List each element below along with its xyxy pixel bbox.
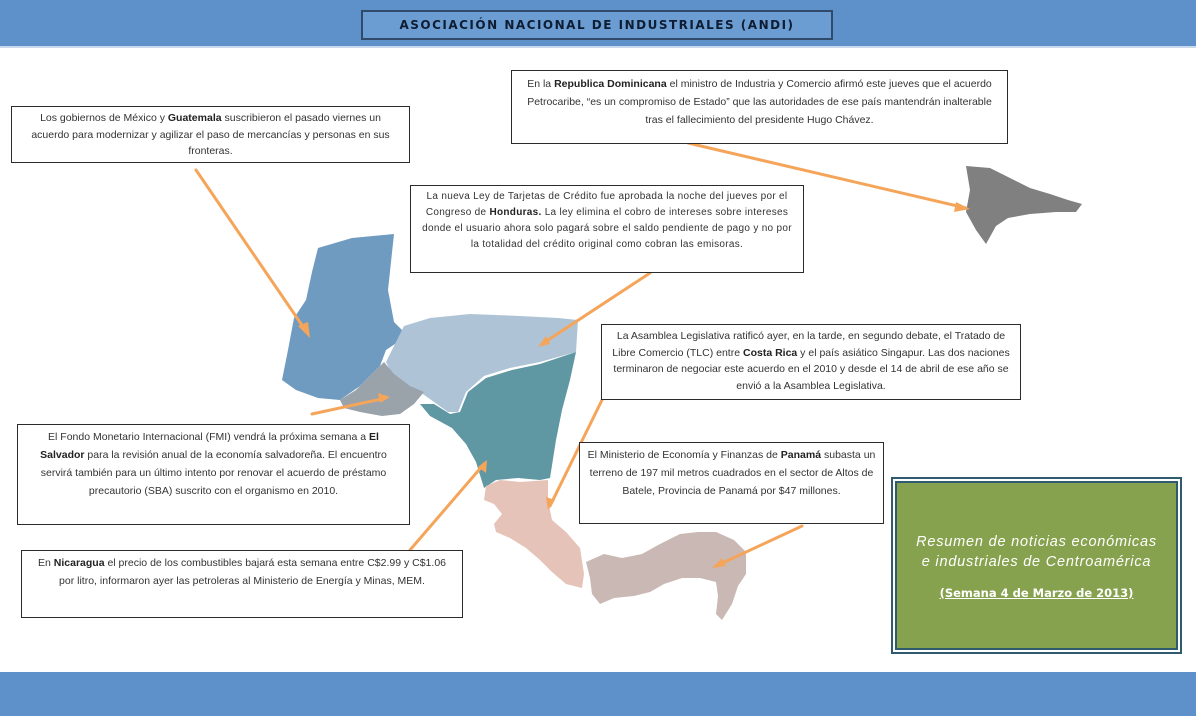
note-panama: El Ministerio de Economía y Finanzas de Panamá subasta un terreno de 197 mil metros cuadrados en el sector de Altos de Batele, Provincia de Panamá por $47 millones. bbox=[579, 442, 884, 524]
map-panama bbox=[586, 532, 746, 620]
note-nicaragua: En Nicaragua el precio de los combustibles bajará esta semana entre C$2.99 y C$1.06 por litro, informaron ayer las petroleras al Ministerio de Energía y Minas, MEM. bbox=[21, 550, 463, 618]
summary-panel bbox=[891, 477, 1182, 654]
map-costa-rica bbox=[484, 480, 584, 588]
note-mexico-guatemala: Los gobiernos de México y Guatemala suscribieron el pasado viernes un acuerdo para modernizar y agilizar el paso de mercancías y personas en sus fronteras. bbox=[11, 106, 410, 163]
map-republica-dominicana bbox=[966, 166, 1082, 244]
note-el-salvador: El Fondo Monetario Internacional (FMI) vendrá la próxima semana a El Salvador para la revisión anual de la economía salvadoreña. El encuentro servirá también para un último intento por renovar el acuerdo de préstamo precautorio (SBA) suscrito con el organismo en 2010. bbox=[17, 424, 410, 525]
arrow-guatemala bbox=[196, 170, 308, 334]
summary-title: Resumen de noticias económicas e industriales de Centroamérica bbox=[916, 533, 1157, 570]
header-title: ASOCIACIÓN NACIONAL DE INDUSTRIALES (ANDI) bbox=[361, 10, 833, 40]
summary-panel-inner bbox=[895, 481, 1178, 650]
note-costa-rica: La Asamblea Legislativa ratificó ayer, en la tarde, en segundo debate, el Tratado de Libre Comercio (TLC) entre Costa Rica y el país asiático Singapur. Las dos naciones terminaron de negociar este acuerdo en el 2010 y desde el 14 de abril de ese año se envió a la Asamblea Legislativa. bbox=[601, 324, 1021, 400]
note-honduras: La nueva Ley de Tarjetas de Crédito fue aprobada la noche del jueves por el Congreso de Honduras. La ley elimina el cobro de intereses sobre intereses donde el usuario ahora solo pagará sobre el saldo pendiente de pago y no por la totalidad del crédito original como cobran las emisoras. bbox=[410, 185, 804, 273]
note-dominicana: En la Republica Dominicana el ministro de Industria y Comercio afirmó este jueves que el acuerdo Petrocaribe, “es un compromiso de Estado” que las autoridades de ese país mantendrán inalterable tras el fallecimiento del presidente Hugo Chávez. bbox=[511, 70, 1008, 144]
arrow-nicaragua bbox=[410, 464, 484, 550]
bottom-banner bbox=[0, 672, 1196, 716]
summary-date: (Semana 4 de Marzo de 2013) bbox=[939, 585, 1134, 600]
